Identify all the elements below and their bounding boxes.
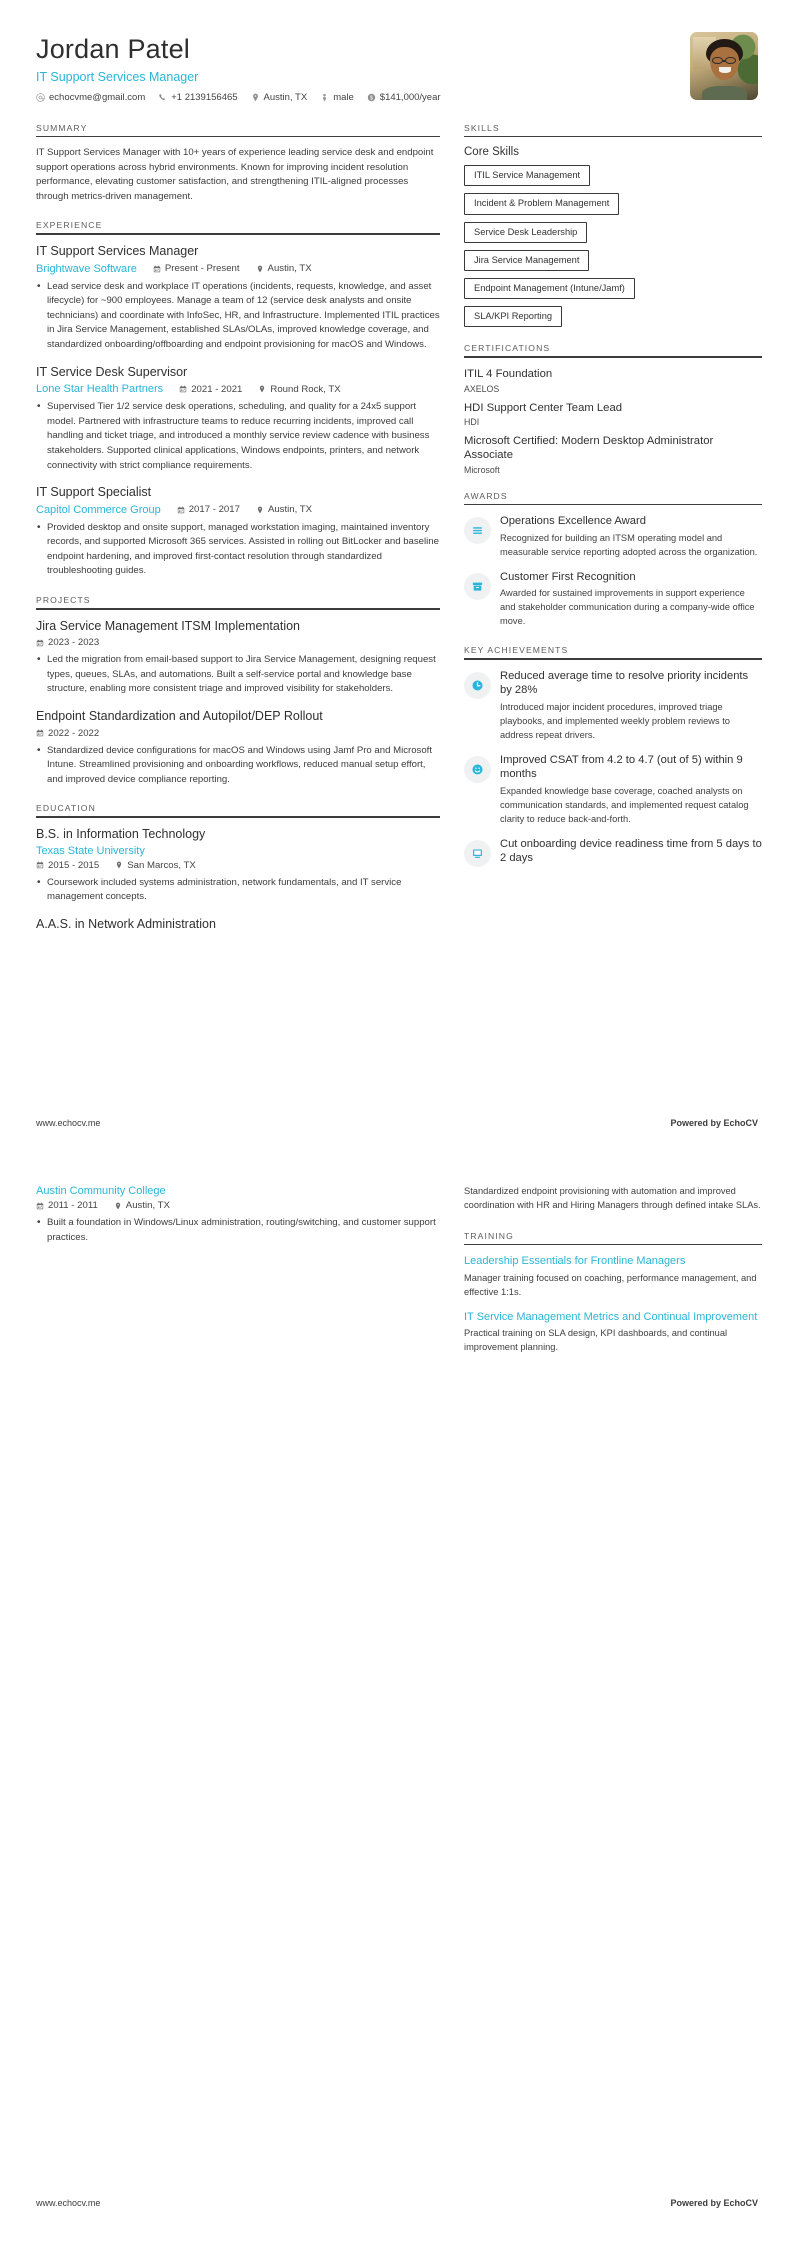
achievement-desc: Introduced major incident procedures, improved triage playbooks, and implemented weekly problem reviews to address repeat drivers. — [500, 701, 730, 740]
calendar-icon — [36, 729, 44, 737]
divider — [36, 608, 440, 610]
contact-phone[interactable] — [158, 93, 237, 103]
clock-icon — [464, 672, 491, 699]
education-meta — [36, 1200, 440, 1211]
section-title-projects: PROJECTS — [36, 595, 91, 606]
job-location-text: Austin, TX — [267, 263, 312, 275]
location-pin-icon — [114, 1202, 122, 1210]
award-item — [464, 514, 762, 559]
project-dates-text: 2022 - 2022 — [48, 727, 100, 739]
section-title-education: EDUCATION — [36, 803, 96, 814]
achievement-name: Improved CSAT from 4.2 to 4.7 (out of 5) within 9 months — [500, 753, 743, 781]
salary-icon — [367, 93, 376, 102]
location-pin-icon — [256, 506, 264, 514]
education-location — [114, 1200, 170, 1211]
section-title-awards: AWARDS — [464, 490, 508, 501]
section-key-achievements — [464, 645, 762, 866]
certification-issuer: AXELOS — [464, 383, 500, 394]
project-name: Jira Service Management ITSM Implementation — [36, 618, 300, 633]
device-icon — [464, 840, 491, 867]
section-title-key-achievements: KEY ACHIEVEMENTS — [464, 645, 569, 656]
education-dates — [36, 1200, 98, 1211]
contact-email-text: echocvme@gmail.com — [49, 92, 146, 104]
contact-gender-text: male — [333, 92, 354, 104]
achievement-body — [500, 837, 762, 866]
left-column — [36, 123, 440, 933]
project-meta — [36, 728, 440, 739]
section-certifications — [464, 343, 762, 474]
certification-issuer: HDI — [464, 416, 480, 427]
achievement-body — [500, 753, 762, 827]
skill-chip: Incident & Problem Management — [464, 193, 619, 214]
section-skills — [464, 123, 762, 328]
award-name: Operations Excellence Award — [500, 515, 646, 528]
job-company[interactable]: Lone Star Health Partners — [36, 383, 164, 396]
right-column — [464, 123, 762, 877]
project-entry — [36, 619, 440, 697]
project-dates — [36, 637, 99, 648]
divider — [464, 356, 762, 358]
divider — [36, 816, 440, 818]
skills-group-title: Core Skills — [464, 146, 519, 159]
training-item — [464, 1310, 762, 1355]
education-continuation — [36, 1185, 440, 1247]
calendar-icon — [36, 1202, 44, 1210]
education-dates-text: 2011 - 2011 — [48, 1200, 98, 1211]
list-item: • Coursework included systems administration, network fundamentals, and IT service management concepts. — [36, 876, 440, 905]
job-dates — [179, 384, 242, 395]
location-pin-icon — [251, 93, 260, 102]
certification-name: ITIL 4 Foundation — [464, 368, 553, 381]
achievement-desc: Standardized endpoint provisioning with automation and improved coordination with HR and Hiring Managers through defined intake SLAs. — [464, 1186, 761, 1210]
job-location — [256, 504, 312, 515]
contact-salary — [367, 93, 441, 103]
contact-salary-text: $141,000/year — [379, 92, 441, 104]
resume-header — [0, 0, 794, 103]
job-company[interactable]: Capitol Commerce Group — [36, 503, 161, 516]
job-dates-text: 2021 - 2021 — [191, 383, 243, 395]
certification-issuer: Microsoft — [464, 464, 500, 475]
project-bullets — [36, 653, 440, 697]
education-bullets — [36, 876, 440, 905]
experience-entry — [36, 244, 440, 353]
job-location — [256, 263, 312, 274]
education-dates — [36, 860, 99, 871]
footer-powered: Powered by EchoCV — [670, 2198, 758, 2208]
education-location-text: San Marcos, TX — [127, 859, 196, 871]
contact-email[interactable] — [36, 93, 145, 103]
page-footer — [36, 1118, 758, 1128]
section-title-skills: SKILLS — [464, 122, 500, 133]
job-location-text: Austin, TX — [267, 504, 313, 516]
achievement-item — [464, 837, 762, 867]
job-role: IT Service Desk Supervisor — [36, 364, 188, 379]
certification-item — [464, 434, 762, 475]
experience-entry — [36, 365, 440, 474]
achievement-item — [464, 753, 762, 827]
certification-item — [464, 367, 762, 393]
job-dates — [177, 504, 240, 515]
location-pin-icon — [258, 385, 266, 393]
job-location — [258, 384, 340, 395]
job-bullets — [36, 521, 440, 579]
degree-name: A.A.S. in Network Administration — [36, 916, 216, 931]
person-icon — [320, 93, 329, 102]
section-education — [36, 803, 440, 932]
certification-item — [464, 401, 762, 427]
job-dates-text: 2017 - 2017 — [188, 504, 240, 516]
job-location-text: Round Rock, TX — [270, 383, 341, 395]
footer-site[interactable]: www.echocv.me — [36, 2198, 101, 2208]
skill-chip: Endpoint Management (Intune/Jamf) — [464, 278, 635, 299]
project-entry — [36, 709, 440, 787]
education-location-text: Austin, TX — [125, 1200, 170, 1211]
svg-text:$: $ — [369, 95, 373, 102]
list-item: • Provided desktop and onsite support, managed workstation imaging, maintained inventory records, and supported Microsoft 365 services. Assisted in rolling out BitLocker and baseline endpoint hardening, and improved first-contact resolution through standardized troubleshooting guides. — [36, 521, 440, 579]
section-title-training: TRAINING — [464, 1230, 514, 1241]
list-item: • Supervised Tier 1/2 service desk operations, scheduling, and quality for a 24x5 support model. Partnered with infrastructure teams to reduce recurring incidents, improved call handling and ticket triage, and introduced a monthly service review cadence with business stakeholders. Supported clinical applications, Windows endpoints, printers, and network connectivity with strict compliance requirements. — [36, 400, 440, 473]
skill-chip: Jira Service Management — [464, 250, 589, 271]
page-footer — [36, 2198, 758, 2208]
resume-columns — [0, 103, 794, 933]
header-left — [36, 30, 690, 103]
section-projects — [36, 595, 440, 787]
achievement-item — [464, 669, 762, 743]
school-name[interactable]: Austin Community College — [36, 1185, 166, 1197]
list-item: • Lead service desk and workplace IT operations (incidents, requests, knowledge, and asset lifecycle) for ~900 employees. Manage a team of 12 (service desk analysts and onsite technicians) and coordinate with InfoSec, HR, and Infrastructure. Implemented ITIL practices in Jira Service Management, established SLAs/OLAs, improved knowledge coverage, and standardized onboarding/offboarding and endpoint provisioning for macOS and Windows. — [36, 280, 440, 353]
header-job-title: IT Support Services Manager — [36, 70, 199, 85]
contact-location — [251, 93, 308, 103]
avatar — [690, 32, 758, 100]
lines-icon — [464, 517, 491, 544]
divider — [36, 136, 440, 138]
job-role: IT Support Specialist — [36, 485, 152, 500]
training-item — [464, 1254, 762, 1299]
award-desc: Recognized for building an ITSM operating model and measurable service reporting adopted across the organization. — [500, 533, 758, 557]
job-dates-text: Present - Present — [164, 263, 240, 275]
achievement-body — [500, 669, 762, 743]
section-training — [464, 1231, 762, 1355]
training-name[interactable]: IT Service Management Metrics and Continual Improvement — [464, 1310, 758, 1323]
training-desc: Manager training focused on coaching, performance management, and effective 1:1s. — [464, 1272, 757, 1297]
list-item: • Standardized device configurations for macOS and Windows using Jamf Pro and Microsoft Intune. Streamlined provisioning and onboarding workflows, reduced manual setup effort, and improved device compliance reporting. — [36, 744, 440, 788]
project-bullets — [36, 744, 440, 788]
divider — [464, 136, 762, 138]
job-meta — [36, 504, 440, 516]
award-body — [500, 514, 762, 559]
project-meta — [36, 637, 440, 648]
education-entry — [36, 827, 440, 905]
section-awards — [464, 491, 762, 629]
job-bullets — [36, 400, 440, 473]
calendar-icon — [153, 265, 161, 273]
education-location — [115, 860, 196, 871]
contact-row — [36, 93, 690, 103]
achievement-name: Reduced average time to resolve priority incidents by 28% — [500, 669, 749, 697]
job-dates — [153, 263, 240, 274]
divider — [464, 1244, 762, 1246]
achievement-desc: Expanded knowledge base coverage, coached analysts on communication standards, and implemented request catalog clarity to reduce back-and-forth. — [500, 785, 749, 824]
skill-chip: SLA/KPI Reporting — [464, 306, 562, 327]
education-meta — [36, 860, 440, 871]
summary-text: IT Support Services Manager with 10+ years of experience leading service desk and endpoint support operations across hybrid environments. Known for improving incident resolution performance, elevating customer satisfaction, and strengthening ITIL-aligned processes through metrics-driven management. — [36, 147, 434, 202]
divider — [36, 233, 440, 235]
list-item: • Built a foundation in Windows/Linux administration, routing/switching, and customer support practices. — [36, 1216, 440, 1245]
skill-chip: ITIL Service Management — [464, 165, 590, 186]
award-name: Customer First Recognition — [500, 570, 636, 583]
section-summary — [36, 123, 440, 205]
project-dates — [36, 728, 99, 739]
education-dates-text: 2015 - 2015 — [48, 859, 100, 871]
achievement-name: Cut onboarding device readiness time from 5 days to 2 days — [500, 837, 762, 865]
project-name: Endpoint Standardization and Autopilot/DEP Rollout — [36, 708, 323, 723]
smile-icon — [464, 756, 491, 783]
page-title: Jordan Patel — [36, 34, 190, 64]
footer-powered: Powered by EchoCV — [670, 1118, 758, 1128]
section-title-certifications: CERTIFICATIONS — [464, 343, 551, 354]
location-pin-icon — [115, 861, 123, 869]
section-title-experience: EXPERIENCE — [36, 220, 103, 231]
contact-gender — [320, 93, 354, 103]
right-column-continuation — [464, 1185, 762, 1365]
skill-chip: Service Desk Leadership — [464, 222, 587, 243]
list-item: • Led the migration from email-based support to Jira Service Management, designing request types, queues, SLAs, and automations. Built a self-service portal and knowledge base structure, enabling more consistent triage and improved visibility for stakeholders. — [36, 653, 440, 697]
education-bullets — [36, 1216, 440, 1245]
calendar-icon — [36, 639, 44, 647]
award-body — [500, 570, 762, 629]
education-entry — [36, 1185, 440, 1245]
job-company[interactable]: Brightwave Software — [36, 262, 137, 275]
certification-name: HDI Support Center Team Lead — [464, 401, 623, 414]
archive-box-icon — [464, 573, 491, 600]
award-item — [464, 570, 762, 629]
section-experience — [36, 220, 440, 579]
divider — [464, 504, 762, 506]
certification-name: Microsoft Certified: Modern Desktop Administrator Associate — [464, 434, 714, 462]
divider — [464, 658, 762, 660]
job-meta — [36, 383, 440, 395]
location-pin-icon — [256, 265, 264, 273]
job-role: IT Support Services Manager — [36, 244, 199, 259]
contact-phone-text: +1 2139156465 — [171, 92, 238, 104]
contact-location-text: Austin, TX — [263, 92, 308, 104]
calendar-icon — [36, 861, 44, 869]
calendar-icon — [177, 506, 185, 514]
calendar-icon — [179, 385, 187, 393]
training-name[interactable]: Leadership Essentials for Frontline Managers — [464, 1255, 686, 1268]
email-icon — [36, 93, 45, 102]
footer-site[interactable]: www.echocv.me — [36, 1118, 101, 1128]
training-desc: Practical training on SLA design, KPI dashboards, and continual improvement planning. — [464, 1328, 728, 1353]
job-meta — [36, 263, 440, 275]
award-desc: Awarded for sustained improvements in support experience and stakeholder communication during a company-wide office move. — [500, 588, 755, 627]
phone-icon — [158, 93, 167, 102]
degree-name: B.S. in Information Technology — [36, 826, 206, 841]
education-entry — [36, 917, 440, 933]
experience-entry — [36, 485, 440, 579]
job-bullets — [36, 280, 440, 353]
school-name[interactable]: Texas State University — [36, 844, 145, 857]
skills-chip-list — [464, 165, 762, 327]
section-title-summary: SUMMARY — [36, 122, 88, 133]
project-dates-text: 2023 - 2023 — [48, 637, 100, 649]
